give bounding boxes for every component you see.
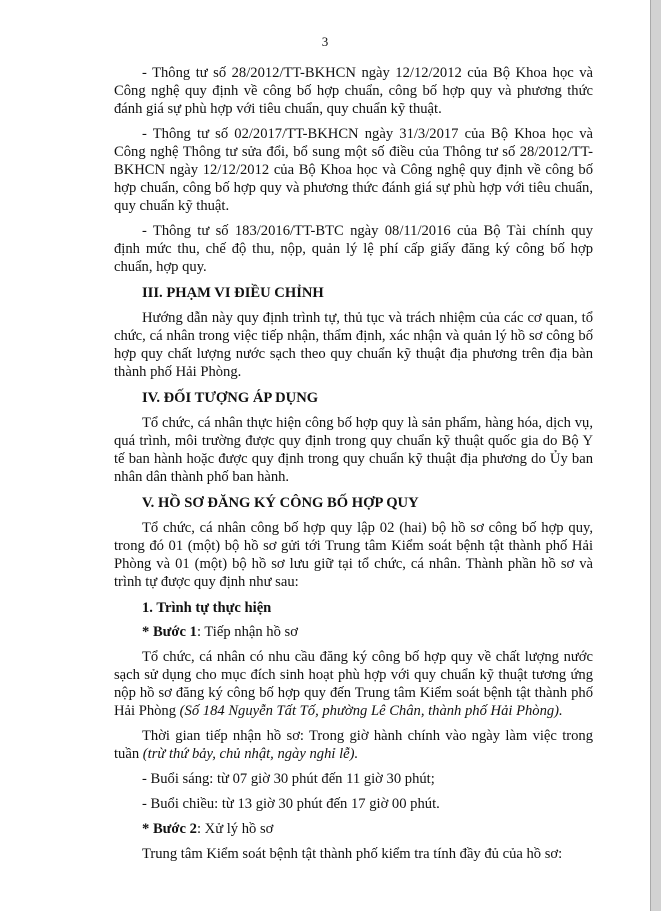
- step-2-title: : Xử lý hồ sơ: [196, 821, 274, 837]
- subheading-procedure: 1. Trình tự thực hiện: [142, 600, 272, 616]
- step-1-address: (Số 184 Nguyễn Tất Tố, phường Lê Chân, thành phố Hải Phòng).: [179, 703, 563, 719]
- step-2-label: * Bước 2: [142, 821, 197, 837]
- step-1-label: * Bước 1: [142, 624, 197, 640]
- viewer-scroll-gutter: [650, 0, 661, 911]
- reception-hours: Thời gian tiếp nhận hồ sơ: Trong giờ hành chính vào ngày làm việc trong tuần (trừ thứ bảy, chủ nhật, ngày nghỉ lễ).: [114, 728, 593, 762]
- reception-hours-note: (trừ thứ bảy, chủ nhật, ngày nghỉ lễ).: [142, 746, 359, 762]
- section-heading-subjects: IV. ĐỐI TƯỢNG ÁP DỤNG: [142, 390, 319, 406]
- morning-hours: - Buổi sáng: từ 07 giờ 30 phút đến 11 giờ 30 phút;: [142, 771, 435, 787]
- step-1-title: : Tiếp nhận hồ sơ: [196, 624, 298, 640]
- page-number: 3: [321, 34, 329, 49]
- step-1-body: Tổ chức, cá nhân có nhu cầu đăng ký công bố hợp quy về chất lượng nước sạch sử dụng cho mục đích sinh hoạt phù hợp với quy chuẩn kỹ thuật tương ứng nộp hồ sơ đăng ký công bố hợp quy đến Trung tâm Kiểm soát bệnh tật thành phố Hải Phòng (Số 184 Nguyễn Tất Tố, phường Lê Chân, thành phố Hải Phòng).: [114, 649, 593, 719]
- section-subjects-text: Tổ chức, cá nhân thực hiện công bố hợp quy là sản phẩm, hàng hóa, dịch vụ, quá trình, môi trường được quy định trong quy chuẩn kỹ thuật quốc gia do Bộ Y tế ban hành hoặc được quy định trong quy chuẩn kỹ thuật địa phương do Ủy ban nhân dân thành phố ban hành.: [114, 415, 593, 485]
- step-2: [114, 820, 593, 838]
- section-heading-dossier: V. HỒ SƠ ĐĂNG KÝ CÔNG BỐ HỢP QUY: [142, 495, 419, 511]
- reference-item: - Thông tư số 28/2012/TT-BKHCN ngày 12/12/2012 của Bộ Khoa học và Công nghệ quy định về công bố hợp chuẩn, công bố hợp quy và phương thức đánh giá sự phù hợp với tiêu chuẩn, quy chuẩn kỹ thuật.: [114, 65, 593, 117]
- document-body: [114, 64, 593, 870]
- reference-item: - Thông tư số 183/2016/TT-BTC ngày 08/11/2016 của Bộ Tài chính quy định mức thu, chế độ thu, nộp, quản lý lệ phí cấp giấy đăng ký công bố hợp chuẩn, hợp quy.: [114, 223, 593, 275]
- reference-item: - Thông tư số 02/2017/TT-BKHCN ngày 31/3/2017 của Bộ Khoa học và Công nghệ Thông tư sửa đổi, bổ sung một số điều của Thông tư số 28/2012/TT-BKHCN ngày 12/12/2012 của Bộ Khoa học và Công nghệ quy định về công bố hợp chuẩn, công bố hợp quy và phương thức đánh giá sự phù hợp với tiêu chuẩn, quy chuẩn kỹ thuật.: [114, 126, 593, 214]
- step-1: [114, 623, 593, 641]
- section-scope-text: Hướng dẫn này quy định trình tự, thủ tục và trách nhiệm của các cơ quan, tổ chức, cá nhân trong việc tiếp nhận, thẩm định, xác nhận và quản lý hồ sơ công bố hợp quy chất lượng nước sạch theo quy chuẩn kỹ thuật địa phương trên địa bàn thành phố Hải Phòng.: [114, 310, 593, 380]
- step-2-body: Trung tâm Kiểm soát bệnh tật thành phố kiểm tra tính đầy đủ của hồ sơ:: [142, 846, 563, 862]
- section-dossier-text: Tổ chức, cá nhân công bố hợp quy lập 02 (hai) bộ hồ sơ công bố hợp quy, trong đó 01 (một) bộ hồ sơ gửi tới Trung tâm Kiểm soát bệnh tật thành phố Hải Phòng và 01 (một) bộ hồ sơ lưu giữ tại tổ chức, cá nhân. Thành phần hồ sơ và trình tự được quy định như sau:: [114, 520, 593, 590]
- section-heading-scope: III. PHẠM VI ĐIỀU CHỈNH: [142, 285, 324, 301]
- afternoon-hours: - Buổi chiều: từ 13 giờ 30 phút đến 17 giờ 00 phút.: [142, 796, 440, 812]
